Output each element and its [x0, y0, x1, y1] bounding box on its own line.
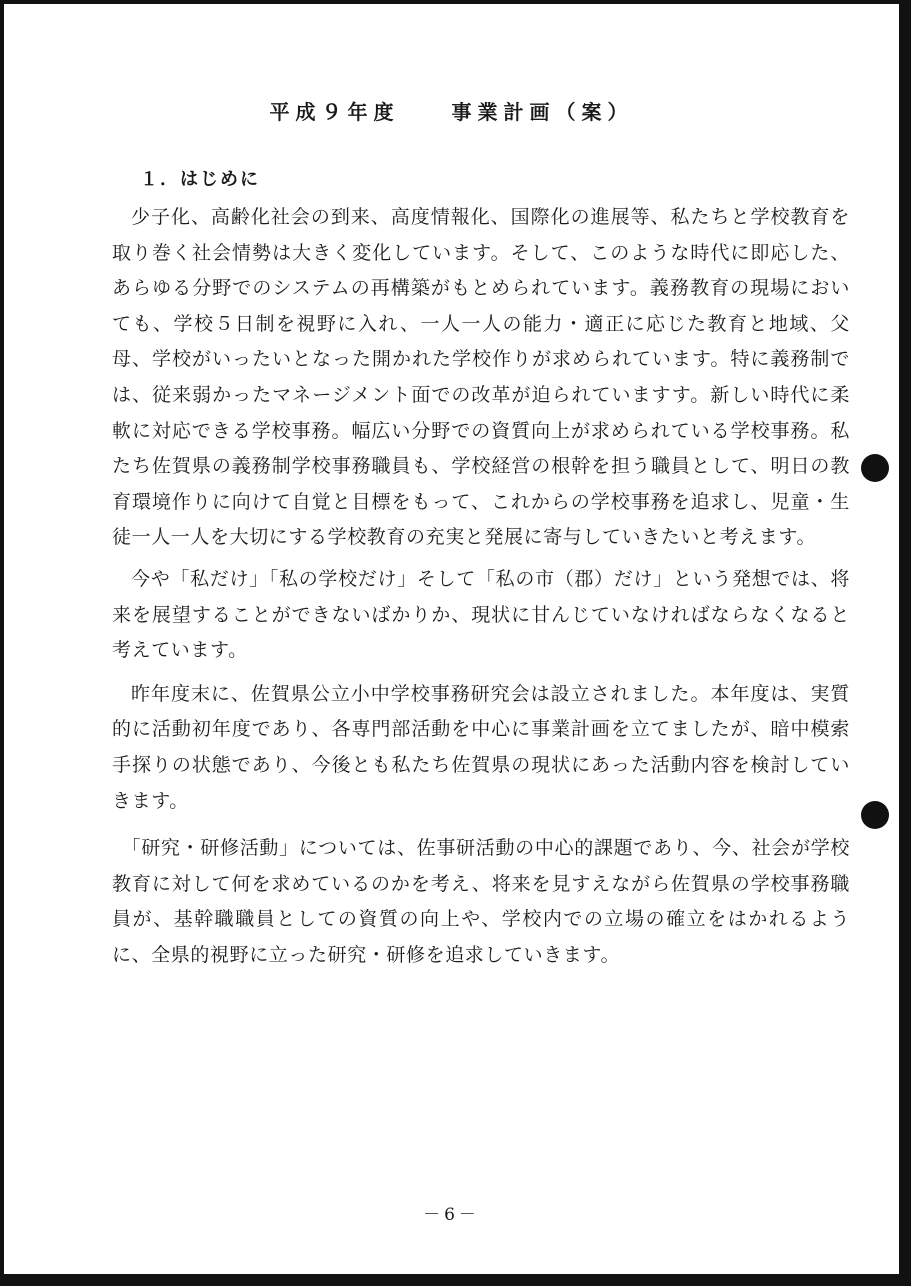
body-text — [112, 200, 850, 985]
paragraph-outlook: 今や「私だけ」「私の学校だけ」そして「私の市（郡）だけ」という発想では、将来を展望することができないばかりか、現状に甘んじていなければならなくなると考えています。 — [112, 567, 850, 662]
section-heading: １．はじめに — [140, 169, 260, 190]
paragraph-intro: 少子化、高齢化社会の到来、高度情報化、国際化の進展等、私たちと学校教育を取り巻く社会情勢は大きく変化しています。そして、このような時代に即応した、あらゆる分野でのシステムの再構築がもとめられています。義務教育の現場においても、学校５日制を視野に入れ、一人一人の能力・適正に応じた教育と地域、父母、学校がいったいとなった開かれた学校作りが求められています。特に義務制では、従来弱かったマネージメント面での改革が迫られていますす。新しい時代に柔軟に対応できる学校事務。幅広い分野での資質向上が求められている学校事務。私たち佐賀県の義務制学校事務職員も、学校経営の根幹を担う職員として、明日の教育環境作りに向けて自覚と目標をもって、これからの学校事務を追求し、児童・生徒一人一人を大切にする学校教育の充実と発展に寄与していきたいと考えます。 — [112, 206, 850, 549]
title-year: 平成９年度 — [269, 100, 400, 124]
page-number: －6－ — [423, 1205, 480, 1225]
page-title — [4, 96, 899, 125]
paragraph-founding: 昨年度末に、佐賀県公立小中学校事務研究会は設立されました。本年度は、実質的に活動初年度であり、各専門部活動を中心に事業計画を立てましたが、暗中模索手探りの状態であり、今後とも私たち佐賀県の現状にあった活動内容を検討していきます。 — [112, 682, 850, 812]
title-plan: 事業計画（案） — [451, 100, 634, 124]
binder-hole-mark — [861, 801, 889, 829]
paragraph-research: 「研究・研修活動」については、佐事研活動の中心的課題であり、今、社会が学校教育に対して何を求めているのかを考え、将来を見すえながら佐賀県の学校事務職員が、基幹職職員としての資質の向上や、学校内での立場の確立をはかれるように、全県的視野に立った研究・研修を追求していきます。 — [112, 837, 850, 966]
binder-hole-mark — [861, 454, 889, 482]
